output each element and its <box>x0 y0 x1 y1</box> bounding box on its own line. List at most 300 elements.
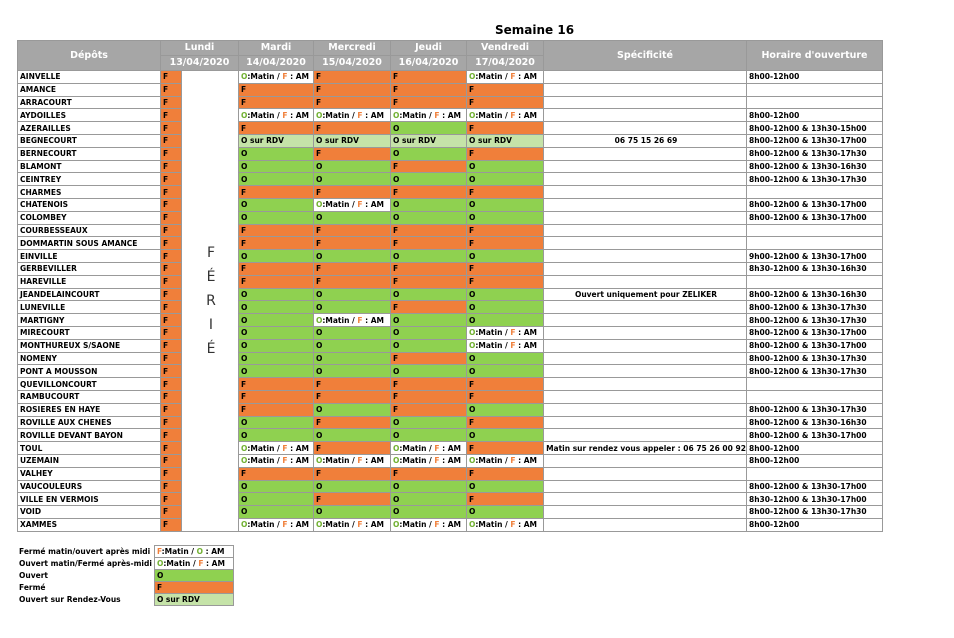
cell-mercredi: O <box>314 352 391 365</box>
table-row <box>18 173 883 186</box>
table-row <box>18 301 883 314</box>
cell-specificite <box>544 454 747 467</box>
header-jeudi: Jeudi <box>391 41 467 56</box>
depot-name: CEINTREY <box>18 173 161 186</box>
depot-name: COURBESSEAUX <box>18 224 161 237</box>
cell-lundi: F <box>161 352 182 365</box>
cell-horaire: 8h00-12h00 <box>747 518 883 531</box>
cell-mercredi: F <box>314 147 391 160</box>
cell-mardi: F <box>239 262 314 275</box>
schedule-body <box>18 71 883 532</box>
cell-specificite <box>544 493 747 506</box>
cell-mardi: O <box>239 493 314 506</box>
cell-specificite <box>544 71 747 84</box>
legend-swatch: O:Matin / F : AM <box>154 558 233 570</box>
cell-specificite: Ouvert uniquement pour ZELIKER <box>544 288 747 301</box>
cell-mardi: O <box>239 352 314 365</box>
cell-horaire <box>747 378 883 391</box>
cell-vendredi: F <box>467 390 544 403</box>
cell-jeudi: O <box>391 198 467 211</box>
cell-lundi: F <box>161 71 182 84</box>
cell-lundi: F <box>161 250 182 263</box>
depot-name: DOMMARTIN SOUS AMANCE <box>18 237 161 250</box>
cell-mardi: O <box>239 429 314 442</box>
cell-jeudi: F <box>391 262 467 275</box>
cell-jeudi: F <box>391 352 467 365</box>
depot-name: MIRECOURT <box>18 326 161 339</box>
cell-vendredi: F <box>467 442 544 455</box>
cell-mardi: O <box>239 160 314 173</box>
cell-horaire <box>747 83 883 96</box>
cell-jeudi: F <box>391 301 467 314</box>
cell-mardi: O <box>239 198 314 211</box>
depot-name: MONTHUREUX S/SAONE <box>18 339 161 352</box>
cell-jeudi: O:Matin / F : AM <box>391 442 467 455</box>
cell-horaire: 8h00-12h00 & 13h30-17h30 <box>747 365 883 378</box>
table-row <box>18 224 883 237</box>
cell-specificite <box>544 339 747 352</box>
header-depots: Dépôts <box>18 41 161 71</box>
cell-mercredi: F <box>314 224 391 237</box>
cell-vendredi: O:Matin / F : AM <box>467 326 544 339</box>
cell-vendredi: F <box>467 186 544 199</box>
depot-name: XAMMES <box>18 518 161 531</box>
table-row <box>18 275 883 288</box>
cell-jeudi: F <box>391 403 467 416</box>
cell-specificite <box>544 173 747 186</box>
cell-vendredi: O <box>467 352 544 365</box>
cell-vendredi: O <box>467 480 544 493</box>
cell-specificite <box>544 352 747 365</box>
cell-lundi: F <box>161 339 182 352</box>
cell-vendredi: F <box>467 275 544 288</box>
table-row <box>18 83 883 96</box>
table-row <box>18 262 883 275</box>
cell-horaire: 8h00-12h00 & 13h30-16h30 <box>747 416 883 429</box>
cell-jeudi: O <box>391 416 467 429</box>
cell-horaire <box>747 467 883 480</box>
cell-specificite <box>544 122 747 135</box>
cell-jeudi: O <box>391 122 467 135</box>
cell-jeudi: O <box>391 326 467 339</box>
cell-mardi: F <box>239 96 314 109</box>
cell-lundi: F <box>161 365 182 378</box>
cell-vendredi: F <box>467 262 544 275</box>
legend-swatch: F <box>154 582 233 594</box>
cell-vendredi: F <box>467 237 544 250</box>
cell-jeudi: F <box>391 186 467 199</box>
cell-mardi: F <box>239 122 314 135</box>
ferie-label: F É R I É <box>182 71 239 532</box>
header-specificite: Spécificité <box>544 41 747 71</box>
cell-horaire: 8h00-12h00 & 13h30-17h30 <box>747 403 883 416</box>
depot-name: COLOMBEY <box>18 211 161 224</box>
header-horaire: Horaire d'ouverture <box>747 41 883 71</box>
cell-lundi: F <box>161 454 182 467</box>
cell-jeudi: O sur RDV <box>391 134 467 147</box>
depot-name: GERBEVILLER <box>18 262 161 275</box>
table-row <box>18 339 883 352</box>
cell-mercredi: F <box>314 262 391 275</box>
cell-mardi: O <box>239 326 314 339</box>
cell-lundi: F <box>161 211 182 224</box>
cell-lundi: F <box>161 147 182 160</box>
cell-lundi: F <box>161 301 182 314</box>
legend <box>17 545 234 606</box>
cell-horaire: 8h00-12h00 & 13h30-17h30 <box>747 147 883 160</box>
table-row <box>18 288 883 301</box>
cell-jeudi: O:Matin / F : AM <box>391 109 467 122</box>
cell-mardi: F <box>239 275 314 288</box>
cell-mercredi: F <box>314 416 391 429</box>
table-row <box>18 518 883 531</box>
cell-lundi: F <box>161 480 182 493</box>
cell-jeudi: O <box>391 493 467 506</box>
table-row <box>18 442 883 455</box>
legend-label: Ouvert matin/Fermé après-midi <box>19 559 152 568</box>
cell-lundi: F <box>161 224 182 237</box>
cell-mardi: O:Matin / F : AM <box>239 454 314 467</box>
schedule-table <box>17 40 883 532</box>
cell-mercredi: F <box>314 378 391 391</box>
cell-horaire: 9h00-12h00 & 13h30-17h00 <box>747 250 883 263</box>
cell-vendredi: F <box>467 224 544 237</box>
table-row <box>18 134 883 147</box>
depot-name: NOMENY <box>18 352 161 365</box>
cell-specificite <box>544 250 747 263</box>
cell-lundi: F <box>161 416 182 429</box>
cell-jeudi: O <box>391 365 467 378</box>
cell-mercredi: F <box>314 275 391 288</box>
table-row <box>18 454 883 467</box>
cell-mercredi: O <box>314 301 391 314</box>
cell-jeudi: F <box>391 96 467 109</box>
depot-name: ROVILLE DEVANT BAYON <box>18 429 161 442</box>
cell-horaire: 8h00-12h00 & 13h30-17h00 <box>747 211 883 224</box>
cell-mercredi: F <box>314 186 391 199</box>
table-row <box>18 96 883 109</box>
cell-lundi: F <box>161 467 182 480</box>
cell-vendredi: O <box>467 211 544 224</box>
header-lundi: Lundi <box>161 41 239 56</box>
cell-lundi: F <box>161 173 182 186</box>
cell-horaire: 8h00-12h00 & 13h30-17h30 <box>747 301 883 314</box>
cell-mercredi: O:Matin / F : AM <box>314 109 391 122</box>
cell-jeudi: F <box>391 275 467 288</box>
cell-specificite <box>544 198 747 211</box>
cell-horaire: 8h00-12h00 & 13h30-15h00 <box>747 122 883 135</box>
cell-horaire: 8h00-12h00 & 13h30-16h30 <box>747 160 883 173</box>
cell-specificite <box>544 186 747 199</box>
legend-item <box>17 570 233 582</box>
cell-specificite <box>544 429 747 442</box>
cell-mercredi: O:Matin / F : AM <box>314 314 391 327</box>
depot-name: RAMBUCOURT <box>18 390 161 403</box>
cell-mardi: F <box>239 390 314 403</box>
cell-mardi: O sur RDV <box>239 134 314 147</box>
cell-lundi: F <box>161 390 182 403</box>
table-row <box>18 429 883 442</box>
depot-name: TOUL <box>18 442 161 455</box>
cell-horaire: 8h00-12h00 & 13h30-17h00 <box>747 480 883 493</box>
cell-horaire <box>747 390 883 403</box>
cell-horaire <box>747 224 883 237</box>
cell-horaire: 8h30-12h00 & 13h30-16h30 <box>747 262 883 275</box>
depot-name: VAUCOULEURS <box>18 480 161 493</box>
cell-vendredi: O <box>467 288 544 301</box>
cell-specificite <box>544 506 747 519</box>
cell-vendredi: O <box>467 301 544 314</box>
cell-mercredi: F <box>314 83 391 96</box>
cell-vendredi: F <box>467 83 544 96</box>
table-row <box>18 237 883 250</box>
table-row <box>18 390 883 403</box>
cell-mardi: F <box>239 403 314 416</box>
cell-jeudi: O:Matin / F : AM <box>391 454 467 467</box>
cell-specificite <box>544 416 747 429</box>
table-row <box>18 352 883 365</box>
cell-horaire: 8h00-12h00 & 13h30-17h30 <box>747 352 883 365</box>
cell-jeudi: F <box>391 390 467 403</box>
cell-mardi: O <box>239 288 314 301</box>
cell-specificite <box>544 403 747 416</box>
cell-lundi: F <box>161 378 182 391</box>
depot-name: ARRACOURT <box>18 96 161 109</box>
cell-mardi: F <box>239 237 314 250</box>
cell-mardi: F <box>239 467 314 480</box>
cell-horaire: 8h00-12h00 & 13h30-17h30 <box>747 314 883 327</box>
cell-mercredi: F <box>314 96 391 109</box>
legend-swatch: O sur RDV <box>154 594 233 606</box>
depot-name: ROVILLE AUX CHENES <box>18 416 161 429</box>
cell-specificite <box>544 160 747 173</box>
cell-mardi: O <box>239 173 314 186</box>
cell-mardi: O <box>239 506 314 519</box>
cell-lundi: F <box>161 314 182 327</box>
legend-swatch: F:Matin / O : AM <box>154 546 233 558</box>
cell-vendredi: O <box>467 160 544 173</box>
header-vendredi: Vendredi <box>467 41 544 56</box>
cell-lundi: F <box>161 518 182 531</box>
cell-vendredi: O <box>467 403 544 416</box>
cell-horaire: 8h30-12h00 & 13h30-17h00 <box>747 493 883 506</box>
cell-lundi: F <box>161 160 182 173</box>
cell-mercredi: O <box>314 288 391 301</box>
table-row <box>18 416 883 429</box>
header-date-mercredi: 15/04/2020 <box>314 56 391 71</box>
cell-vendredi: O <box>467 429 544 442</box>
cell-mercredi: F <box>314 493 391 506</box>
cell-mercredi: O:Matin / F : AM <box>314 454 391 467</box>
cell-jeudi: F <box>391 378 467 391</box>
cell-vendredi: F <box>467 96 544 109</box>
depot-name: PONT A MOUSSON <box>18 365 161 378</box>
cell-vendredi: O:Matin / F : AM <box>467 518 544 531</box>
header-date-jeudi: 16/04/2020 <box>391 56 467 71</box>
cell-vendredi: F <box>467 147 544 160</box>
cell-mercredi: O sur RDV <box>314 134 391 147</box>
cell-mercredi: F <box>314 442 391 455</box>
cell-mercredi: O <box>314 365 391 378</box>
cell-lundi: F <box>161 122 182 135</box>
legend-item <box>17 546 233 558</box>
cell-mercredi: F <box>314 237 391 250</box>
cell-mercredi: O <box>314 326 391 339</box>
depot-name: UZEMAIN <box>18 454 161 467</box>
cell-mercredi: F <box>314 122 391 135</box>
cell-mercredi: F <box>314 71 391 84</box>
cell-lundi: F <box>161 442 182 455</box>
depot-name: VALHEY <box>18 467 161 480</box>
cell-lundi: F <box>161 134 182 147</box>
cell-horaire: 8h00-12h00 <box>747 71 883 84</box>
cell-lundi: F <box>161 83 182 96</box>
cell-mercredi: O <box>314 506 391 519</box>
table-row <box>18 211 883 224</box>
legend-item <box>17 594 233 606</box>
table-row <box>18 314 883 327</box>
cell-jeudi: O <box>391 288 467 301</box>
cell-jeudi: F <box>391 160 467 173</box>
cell-mardi: F <box>239 186 314 199</box>
cell-jeudi: O <box>391 429 467 442</box>
cell-jeudi: O <box>391 147 467 160</box>
table-row <box>18 160 883 173</box>
cell-vendredi: F <box>467 493 544 506</box>
cell-mardi: O:Matin / F : AM <box>239 442 314 455</box>
cell-horaire <box>747 275 883 288</box>
cell-vendredi: O:Matin / F : AM <box>467 71 544 84</box>
depot-name: BERNECOURT <box>18 147 161 160</box>
cell-jeudi: O <box>391 480 467 493</box>
cell-vendredi: F <box>467 378 544 391</box>
cell-horaire: 8h00-12h00 & 13h30-17h00 <box>747 339 883 352</box>
cell-mardi: F <box>239 378 314 391</box>
depot-name: JEANDELAINCOURT <box>18 288 161 301</box>
cell-mardi: F <box>239 224 314 237</box>
cell-lundi: F <box>161 493 182 506</box>
cell-horaire: 8h00-12h00 & 13h30-17h00 <box>747 326 883 339</box>
table-row <box>18 122 883 135</box>
depot-name: HAREVILLE <box>18 275 161 288</box>
cell-vendredi: O sur RDV <box>467 134 544 147</box>
depot-name: MARTIGNY <box>18 314 161 327</box>
cell-lundi: F <box>161 109 182 122</box>
cell-vendredi: O:Matin / F : AM <box>467 109 544 122</box>
cell-horaire: 8h00-12h00 <box>747 109 883 122</box>
header-date-vendredi: 17/04/2020 <box>467 56 544 71</box>
cell-jeudi: F <box>391 467 467 480</box>
cell-vendredi: F <box>467 416 544 429</box>
depot-name: CHARMES <box>18 186 161 199</box>
cell-specificite <box>544 314 747 327</box>
depot-name: AZERAILLES <box>18 122 161 135</box>
legend-item <box>17 582 233 594</box>
depot-name: AYDOILLES <box>18 109 161 122</box>
cell-jeudi: O <box>391 250 467 263</box>
cell-jeudi: O <box>391 211 467 224</box>
cell-mardi: F <box>239 83 314 96</box>
cell-mercredi: O <box>314 403 391 416</box>
cell-specificite <box>544 83 747 96</box>
cell-mardi: O:Matin / F : AM <box>239 518 314 531</box>
cell-horaire: 8h00-12h00 <box>747 442 883 455</box>
depot-name: CHATENOIS <box>18 198 161 211</box>
cell-jeudi: O <box>391 314 467 327</box>
cell-lundi: F <box>161 237 182 250</box>
cell-specificite <box>544 147 747 160</box>
table-row <box>18 326 883 339</box>
cell-specificite <box>544 301 747 314</box>
cell-vendredi: O <box>467 506 544 519</box>
table-row <box>18 480 883 493</box>
cell-mercredi: O <box>314 173 391 186</box>
legend-item <box>17 558 233 570</box>
cell-horaire: 8h00-12h00 & 13h30-17h00 <box>747 198 883 211</box>
cell-mardi: O <box>239 480 314 493</box>
cell-specificite <box>544 275 747 288</box>
cell-horaire <box>747 96 883 109</box>
depot-name: AINVELLE <box>18 71 161 84</box>
cell-mardi: O <box>239 147 314 160</box>
cell-lundi: F <box>161 96 182 109</box>
cell-lundi: F <box>161 262 182 275</box>
cell-specificite <box>544 326 747 339</box>
depot-name: BEGNECOURT <box>18 134 161 147</box>
cell-vendredi: O <box>467 198 544 211</box>
legend-label: Ouvert sur Rendez-Vous <box>19 595 121 604</box>
cell-specificite <box>544 224 747 237</box>
cell-mardi: O:Matin / F : AM <box>239 109 314 122</box>
cell-mardi: O <box>239 211 314 224</box>
cell-specificite <box>544 378 747 391</box>
cell-lundi: F <box>161 506 182 519</box>
cell-vendredi: F <box>467 467 544 480</box>
table-row <box>18 467 883 480</box>
cell-specificite: 06 75 15 26 69 <box>544 134 747 147</box>
cell-horaire: 8h00-12h00 & 13h30-17h00 <box>747 429 883 442</box>
cell-specificite <box>544 365 747 378</box>
cell-mercredi: O <box>314 250 391 263</box>
table-row <box>18 109 883 122</box>
cell-mercredi: F <box>314 467 391 480</box>
table-row <box>18 198 883 211</box>
cell-jeudi: O <box>391 339 467 352</box>
cell-mercredi: F <box>314 390 391 403</box>
depot-name: BLAMONT <box>18 160 161 173</box>
cell-mercredi: O <box>314 211 391 224</box>
cell-specificite <box>544 262 747 275</box>
table-row <box>18 250 883 263</box>
cell-vendredi: O <box>467 314 544 327</box>
cell-mardi: O <box>239 365 314 378</box>
cell-lundi: F <box>161 275 182 288</box>
cell-horaire: 8h00-12h00 & 13h30-16h30 <box>747 288 883 301</box>
cell-mardi: O <box>239 250 314 263</box>
table-row <box>18 186 883 199</box>
cell-jeudi: O <box>391 173 467 186</box>
depot-name: QUEVILLONCOURT <box>18 378 161 391</box>
cell-specificite <box>544 109 747 122</box>
depot-name: VILLE EN VERMOIS <box>18 493 161 506</box>
legend-label: Fermé matin/ouvert après midi <box>19 547 151 556</box>
table-row <box>18 365 883 378</box>
cell-horaire: 8h00-12h00 & 13h30-17h00 <box>747 134 883 147</box>
depot-name: AMANCE <box>18 83 161 96</box>
cell-lundi: F <box>161 429 182 442</box>
cell-jeudi: F <box>391 83 467 96</box>
cell-lundi: F <box>161 403 182 416</box>
